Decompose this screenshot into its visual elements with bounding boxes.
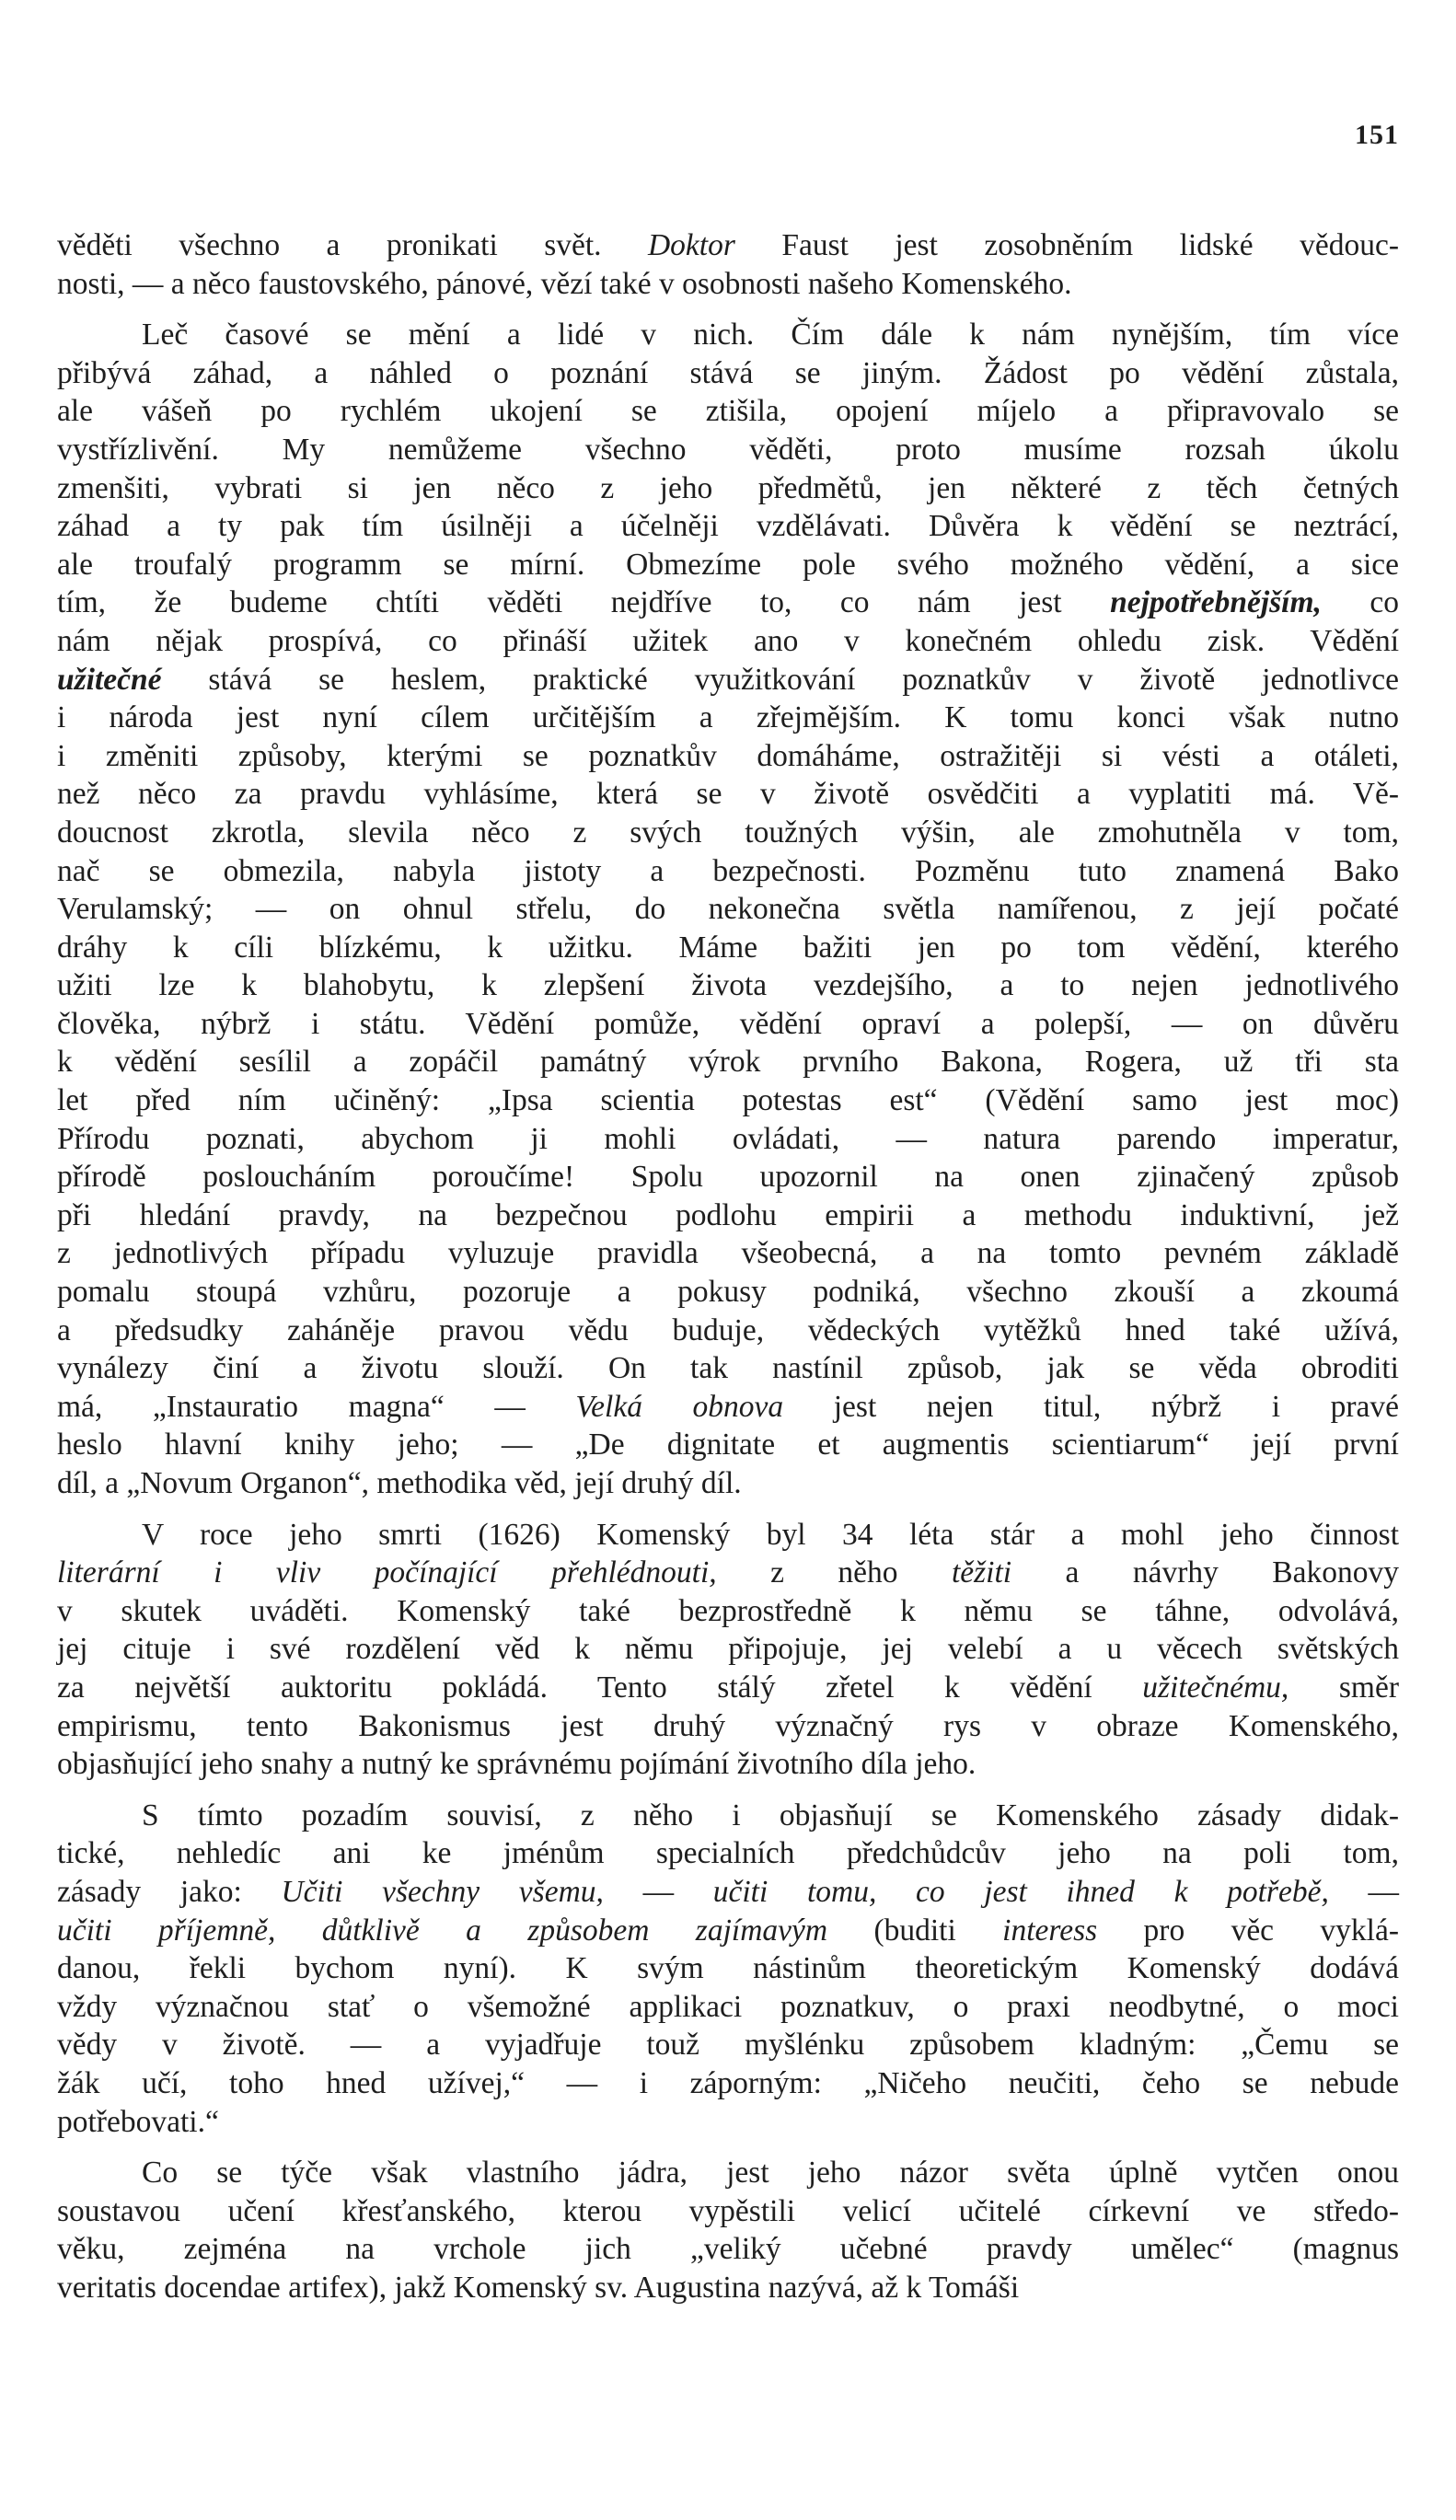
text-line	[57, 929, 1399, 967]
text-run: jest nejen titul, nýbrž i pravé	[783, 1389, 1400, 1424]
text-run: a předsudky zaháněje pravou vědu buduje, vědeckých vytěžků hned také užívá,	[57, 1312, 1399, 1347]
text-run: i změniti způsoby, kterými se poznatkův domáháme, ostražitěji si vésti a otáleti,	[57, 738, 1399, 773]
text-line	[57, 1707, 1399, 1746]
text-line	[57, 2064, 1399, 2103]
text-line	[57, 1196, 1399, 1235]
text-line	[57, 392, 1399, 431]
text-run: stává se heslem, praktické využitkování poznatkův v životě jednotlivce	[161, 662, 1399, 697]
text-run: Co se týče však vlastního jádra, jest jeho názor světa úplně vytčen onou	[142, 2156, 1399, 2191]
text-line	[57, 1797, 1399, 1835]
text-line	[57, 1005, 1399, 1044]
text-run: potřebovati.“	[57, 2104, 219, 2139]
text-line	[57, 1873, 1399, 1912]
text-run: díl, a „Novum Organon“, methodika věd, její druhý díl.	[57, 1466, 742, 1500]
text-line	[57, 1745, 1399, 1784]
paragraph	[57, 1797, 1399, 2141]
text-line	[57, 354, 1399, 393]
text-line	[57, 2192, 1399, 2231]
text-line	[57, 1312, 1399, 1350]
text-line	[57, 2026, 1399, 2064]
text-run: i národa jest nyní cílem určitějším a zřejmějším. K tomu konci však nutno	[57, 700, 1399, 735]
text-line	[57, 546, 1399, 584]
text-run: vždy význačnou stať o všemožné applikaci poznatkuv, o praxi neodbytné, o moci	[57, 1989, 1399, 2024]
text-run: zásady jako:	[57, 1874, 282, 1909]
text-run: Přírodu poznati, abychom ji mohli ovládati, — natura parendo imperatur,	[57, 1121, 1399, 1156]
paragraph	[57, 226, 1399, 303]
text-run: soustavou učení křesťanského, kterou vypěstili velicí učitelé církevní ve středo-	[57, 2193, 1399, 2228]
text-run: vědy v životě. — a vyjadřuje touž myšlénku způsobem kladným: „Čemu se	[57, 2028, 1399, 2063]
emphasized-text: literární i vliv počínající přehlédnouti,	[57, 1555, 717, 1590]
text-line	[57, 226, 1399, 265]
text-line	[57, 1081, 1399, 1120]
text-run: ale vášeň po rychlém ukojení se ztišila, opojení míjelo a připravovalo se	[57, 394, 1399, 429]
paragraph	[57, 1516, 1399, 1784]
text-line	[57, 507, 1399, 546]
text-run: pro věc vyklá-	[1097, 1913, 1400, 1948]
text-line	[57, 814, 1399, 852]
text-run: věku, zejména na vrchole jich „veliký učebné pravdy umělec“ (magnus	[57, 2232, 1399, 2267]
text-line	[57, 316, 1399, 354]
emphasized-text: těžiti	[951, 1555, 1012, 1590]
text-line	[57, 1273, 1399, 1312]
text-line	[57, 890, 1399, 929]
text-line	[57, 469, 1399, 508]
text-line	[57, 1158, 1399, 1196]
text-line	[57, 1554, 1399, 1592]
text-run: Verulamský; — on ohnul střelu, do nekonečna světla namířenou, z její počaté	[57, 892, 1399, 927]
text-line	[57, 1234, 1399, 1273]
text-line	[57, 661, 1399, 699]
text-run: heslo hlavní knihy jeho; — „De dignitate et augmentis scientiarum“ její první	[57, 1428, 1399, 1462]
text-run: let před ním učiněný: „Ipsa scientia potestas est“ (Vědění samo jest moc)	[57, 1083, 1399, 1118]
text-line	[57, 1464, 1399, 1503]
text-line	[57, 1834, 1399, 1873]
book-page	[57, 0, 1399, 2520]
body-text	[57, 226, 1399, 2306]
paragraph	[57, 316, 1399, 1502]
paragraph-gap	[57, 1503, 1399, 1516]
text-run: S tímto pozadím souvisí, z něho i objasňují se Komenského zásady didak-	[142, 1798, 1399, 1832]
emphasized-text: nejpotřebnějším,	[1110, 585, 1322, 620]
text-line	[57, 699, 1399, 737]
text-run: objasňující jeho snahy a nutný ke správnému pojímání životního díla jeho.	[57, 1747, 976, 1782]
text-run: —	[1328, 1874, 1399, 1909]
text-line	[57, 1426, 1399, 1464]
text-line	[57, 1912, 1399, 1950]
text-line	[57, 265, 1399, 304]
emphasized-text: učiti příjemně, důtklivě a způsobem zajímavým	[57, 1913, 828, 1948]
text-run: Leč časové se mění a lidé v nich. Čím dále k nám nynějším, tím více	[142, 318, 1399, 353]
text-run: má, „Instauratio magna“ —	[57, 1389, 576, 1424]
text-run: Faust jest zosobněním lidské vědouc-	[734, 228, 1400, 262]
text-line	[57, 1516, 1399, 1555]
text-line	[57, 2269, 1399, 2307]
text-line	[57, 1949, 1399, 1988]
text-run: věděti všechno a pronikati svět.	[57, 228, 648, 262]
text-line	[57, 2230, 1399, 2269]
emphasized-text: Učiti všechny všemu,	[281, 1874, 604, 1909]
text-run: přírodě posloucháním poroučíme! Spolu upozornil na onen zjinačený způsob	[57, 1160, 1399, 1195]
text-run: než něco za pravdu vyhlásíme, která se v životě osvědčiti a vyplatiti má. Vě-	[57, 777, 1399, 812]
text-run: jej cituje i své rozdělení věd k němu připojuje, jej velebí a u věcech světských	[57, 1632, 1399, 1667]
text-line	[57, 737, 1399, 776]
emphasized-text: Velká obnova	[575, 1389, 784, 1424]
paragraph-gap	[57, 2141, 1399, 2154]
text-run: zmenšiti, vybrati si jen něco z jeho předmětů, jen některé z těch četných	[57, 470, 1399, 505]
text-run: vynálezy činí a životu slouží. On tak nastínil způsob, jak se věda obroditi	[57, 1351, 1399, 1386]
text-run: k vědění sesílil a zopáčil památný výrok prvního Bakona, Rogera, už tři sta	[57, 1045, 1399, 1080]
text-run: nosti, — a něco faustovského, pánové, vězí také v osobnosti našeho Komenského.	[57, 266, 1072, 301]
paragraph-gap	[57, 1784, 1399, 1797]
text-run: veritatis docendae artifex), jakž Komenský sv. Augustina nazývá, až k Tomáši	[57, 2270, 1020, 2305]
emphasized-text: Doktor	[647, 228, 735, 262]
text-run: dráhy k cíli blízkému, k užitku. Máme bažiti jen po tom vědění, kterého	[57, 930, 1399, 965]
text-run: nač se obmezila, nabyla jistoty a bezpečnosti. Pozměnu tuto znamená Bako	[57, 853, 1399, 888]
text-line	[57, 775, 1399, 814]
text-run: nám nějak prospívá, co přináší užitek ano v konečném ohledu zisk. Vědění	[57, 623, 1399, 658]
text-line	[57, 1592, 1399, 1631]
text-run: směr	[1288, 1670, 1399, 1705]
text-run: člověka, nýbrž i státu. Vědění pomůže, vědění opraví a polepší, — on důvěru	[57, 1006, 1399, 1041]
text-line	[57, 1043, 1399, 1081]
text-run: pomalu stoupá vzhůru, pozoruje a pokusy podniká, všechno zkouší a zkoumá	[57, 1275, 1399, 1310]
text-run: empirismu, tento Bakonismus jest druhý význačný rys v obraze Komenského,	[57, 1708, 1399, 1743]
text-run: danou, řekli bychom nyní). K svým nástinům theoretickým Komenský dodává	[57, 1951, 1399, 1986]
text-run: (buditi	[827, 1913, 1003, 1948]
text-run: užiti lze k blahobytu, k zlepšení života vezdejšího, a to nejen jednotlivého	[57, 968, 1399, 1003]
text-line	[57, 622, 1399, 661]
text-line	[57, 2103, 1399, 2142]
text-line	[57, 1988, 1399, 2027]
page-number: 151	[1355, 120, 1399, 150]
text-line	[57, 966, 1399, 1005]
text-run: v skutek uváděti. Komenský také bezprostředně k němu se táhne, odvolává,	[57, 1593, 1399, 1628]
text-line	[57, 2154, 1399, 2192]
text-run: a návrhy Bakonovy	[1011, 1555, 1399, 1590]
text-line	[57, 1120, 1399, 1159]
text-line	[57, 1349, 1399, 1388]
text-line	[57, 852, 1399, 891]
text-line	[57, 431, 1399, 469]
text-run: z jednotlivých případu vyluzuje pravidla všeobecná, a na tomto pevném základě	[57, 1236, 1399, 1271]
text-run: tické, nehledíc ani ke jménům specialních předchůdcův jeho na poli tom,	[57, 1836, 1399, 1871]
text-run: záhad a ty pak tím úsilněji a účelněji vzdělávati. Důvěra k vědění se neztrácí,	[57, 509, 1399, 544]
text-run: —	[603, 1874, 713, 1909]
text-run: z něho	[716, 1555, 952, 1590]
text-run: ale troufalý programm se mírní. Obmezíme pole svého možného vědění, a sice	[57, 547, 1399, 582]
text-run: V roce jeho smrti (1626) Komenský byl 34 léta stár a mohl jeho činnost	[142, 1517, 1399, 1552]
text-run: co	[1321, 585, 1399, 620]
text-run: tím, že budeme chtíti věděti nejdříve to, co nám jest	[57, 585, 1111, 620]
emphasized-text: interess	[1002, 1913, 1098, 1948]
emphasized-text: užitečné	[57, 662, 162, 697]
text-run: doucnost zkrotla, slevila něco z svých toužných výšin, ale zmohutněla v tom,	[57, 815, 1399, 850]
text-run: za největší auktoritu pokládá. Tento stálý zřetel k vědění	[57, 1670, 1143, 1705]
emphasized-text: užitečnému,	[1142, 1670, 1289, 1705]
text-line	[57, 1630, 1399, 1669]
paragraph	[57, 2154, 1399, 2306]
text-run: vystřízlivění. My nemůžeme všechno věděti, proto musíme rozsah úkolu	[57, 432, 1399, 467]
paragraph-gap	[57, 303, 1399, 316]
text-run: při hledání pravdy, na bezpečnou podlohu empirii a methodu induktivní, jež	[57, 1197, 1399, 1232]
emphasized-text: učiti tomu, co jest ihned k potřebě,	[712, 1874, 1329, 1909]
text-run: přibývá záhad, a náhled o poznání stává se jiným. Žádost po vědění zůstala,	[57, 355, 1399, 390]
text-line	[57, 584, 1399, 622]
text-line	[57, 1669, 1399, 1707]
text-run: žák učí, toho hned užívej,“ — i záporným: „Ničeho neučiti, čeho se nebude	[57, 2065, 1399, 2100]
text-line	[57, 1388, 1399, 1427]
